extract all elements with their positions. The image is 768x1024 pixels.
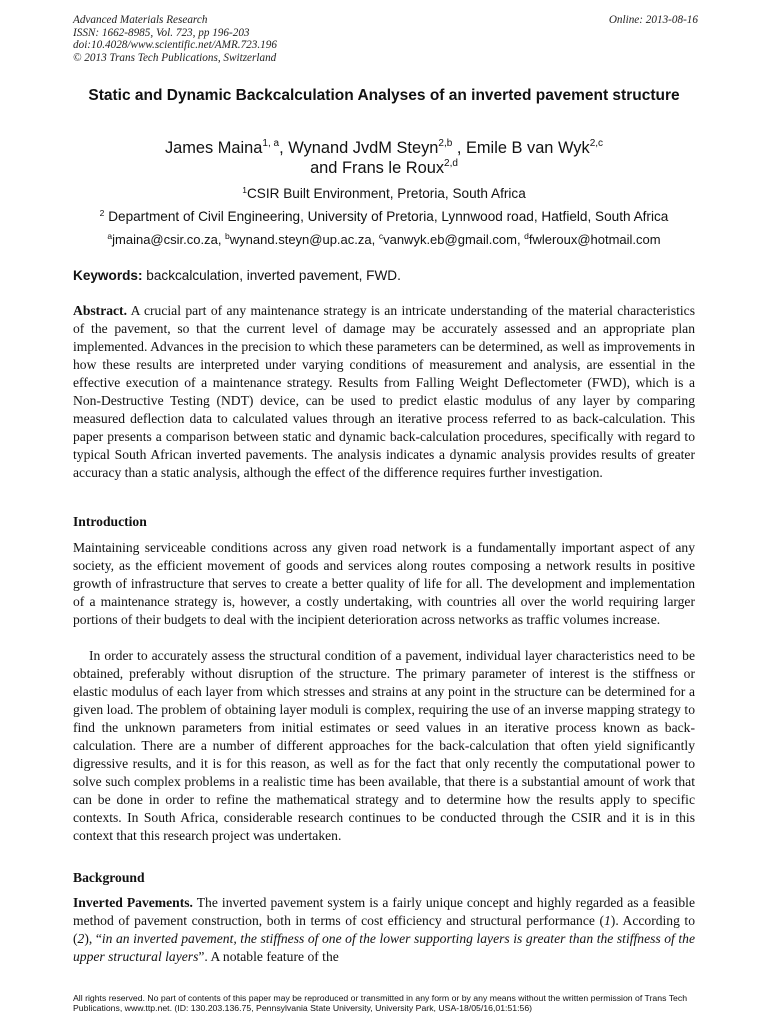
email-link[interactable]: wynand.steyn@up.ac.za,: [229, 232, 379, 247]
affiliation-marker: 1: [242, 185, 247, 195]
author-name: Emile B van Wyk: [465, 139, 590, 157]
author-name: James Maina: [164, 139, 263, 157]
copyright-footer: All rights reserved. No part of contents of this paper may be reproduced or transmitted in any form or by any means without the written permission of Trans Tech Publications, www.ttp.net. (ID: 130.203.136.75, Pennsylvania State University, University Park, USA-18/05/16,01:51:56): [73, 993, 688, 1014]
section-heading-introduction: Introduction: [73, 514, 147, 529]
author-emails: [60, 232, 708, 248]
paragraph: [73, 894, 695, 966]
journal-copyright: © 2013 Trans Tech Publications, Switzerland: [73, 51, 277, 64]
author-name: Frans le Roux: [341, 158, 445, 177]
affiliation-text: CSIR Built Environment, Pretoria, South Africa: [246, 186, 526, 201]
email-link[interactable]: jmaina@csir.co.za,: [112, 232, 226, 247]
email-link[interactable]: fwleroux@hotmail.com: [528, 232, 661, 247]
paragraph: [73, 647, 695, 846]
paragraph-text: ”. A notable feature of the: [198, 949, 339, 965]
author-affiliation-marker: 2,d: [444, 157, 458, 169]
affiliation-text: Department of Civil Engineering, University of Pretoria, Lynnwood road, Hatfield, South Africa: [108, 209, 669, 224]
abstract: [73, 302, 695, 482]
paragraph: Maintaining serviceable conditions across any given road network is a fundamentally important aspect of any society, as the efficient movement of goods and services along routes composing a network results in positive growth of infrastructure that serves to create a better quality of life for all. The development and implementation of a maintenance strategy is, however, a costly undertaking, with countries all over the world requiring larger portions of their budgets to deal with the incipient deterioration across networks as traffic volumes increase.: [73, 540, 695, 628]
author-name: Wynand JvdM Steyn: [288, 139, 439, 157]
citation-ref[interactable]: 2: [77, 931, 85, 947]
journal-doi: doi:10.4028/www.scientific.net/AMR.723.196: [73, 39, 277, 52]
email-marker: a: [107, 231, 113, 241]
journal-info: [73, 14, 277, 64]
author-affiliation-marker: 2,c: [589, 138, 604, 149]
affiliation-1: [60, 186, 708, 202]
paper-title: Static and Dynamic Backcalculation Analyses of an inverted pavement structure: [88, 87, 680, 104]
abstract-label: Abstract.: [73, 303, 127, 318]
keywords-text: backcalculation, inverted pavement, FWD.: [142, 268, 401, 283]
author-affiliation-marker: 1, a: [262, 138, 280, 149]
paragraph-text: ). According to (: [73, 913, 696, 947]
paragraph-text: ), “: [84, 931, 102, 947]
affiliation-2: [60, 209, 708, 225]
affiliation-marker: 2: [99, 208, 105, 218]
paragraph-text: The inverted pavement system is a fairly unique concept and highly regarded as a feasible method of pavement construction, both in terms of cost efficiency and structural performance (: [73, 895, 695, 929]
email-marker: c: [378, 231, 384, 241]
email-link[interactable]: vanwyk.eb@gmail.com,: [383, 232, 525, 247]
keywords-label: Keywords:: [73, 268, 143, 283]
quotation: in an inverted pavement, the stiffness of one of the lower supporting layers is greater than the stiffness of the upper structural layers: [73, 931, 695, 965]
author-conjunction: and: [310, 158, 338, 177]
email-marker: b: [225, 231, 230, 241]
journal-issn: ISSN: 1662-8985, Vol. 723, pp 196-203: [73, 26, 250, 39]
keywords: [73, 268, 401, 283]
paragraph-text: In order to accurately assess the structural condition of a pavement, individual layer characteristics need to be obtained, preferably without disruption of the structure. The primary parameter of interest is the stiffness or elastic modulus of each layer from which stresses and strains at any point in the structure can be determined for a given load. The problem of obtaining layer moduli is complex, requiring the use of an inverse mapping strategy to find the unknown parameters from initial estimates or seed values in an iterative process known as back-calculation. There are a number of different approaches for the back-calculation that often yield significantly digressive results, and it is for this reason, as well as for the fact that only recently the computational power to solve such complex problems in a realistic time has been available, that there is a substantial amount of work that can be done in order to refine the mathematical strategy and to determine how the results apply to specific contexts. In South Africa, considerable research continues to be conducted through the CSIR and it is in this context that this research project was undertaken.: [73, 648, 695, 844]
run-in-heading: Inverted Pavements.: [73, 895, 193, 910]
citation-ref[interactable]: 1: [604, 913, 611, 929]
journal-name: Advanced Materials Research: [73, 14, 208, 26]
online-date: Online: 2013-08-16: [608, 14, 698, 26]
abstract-text: A crucial part of any maintenance strategy is an intricate understanding of the material characteristics of the pavement, so that the current level of damage may be accurately assessed and an appropriate plan implemented. Advances in the precision to which these parameters can be determined, as well as improvements in how these results are interpreted under varying conditions of measurement and analysis, are essential in the effective execution of a maintenance strategy. Results from Falling Weight Deflectometer (FWD), which is a Non-Destructive Testing (NDT) device, can be used to predict elastic modulus of any layer by comparing measured deflection data to calculated values through an iterative process referred to as back-calculation. This paper presents a comparison between static and dynamic back-calculation procedures, specifically with regard to typical South African inverted pavements. The analysis indicates a dynamic analysis provides results of greater accuracy than a static analysis, although the effect of the difference requires further investigation.: [73, 303, 695, 481]
section-heading-background: Background: [73, 870, 145, 885]
author-affiliation-marker: 2,b: [438, 138, 453, 149]
author-list: James Maina$^{1, a}$, Wynand JvdM Steyn$^{2,b}$ , Emile B van Wyk$^{2,c}$ and Frans le Roux$^{2,d}$: [164, 138, 604, 177]
email-marker: d: [524, 231, 529, 241]
